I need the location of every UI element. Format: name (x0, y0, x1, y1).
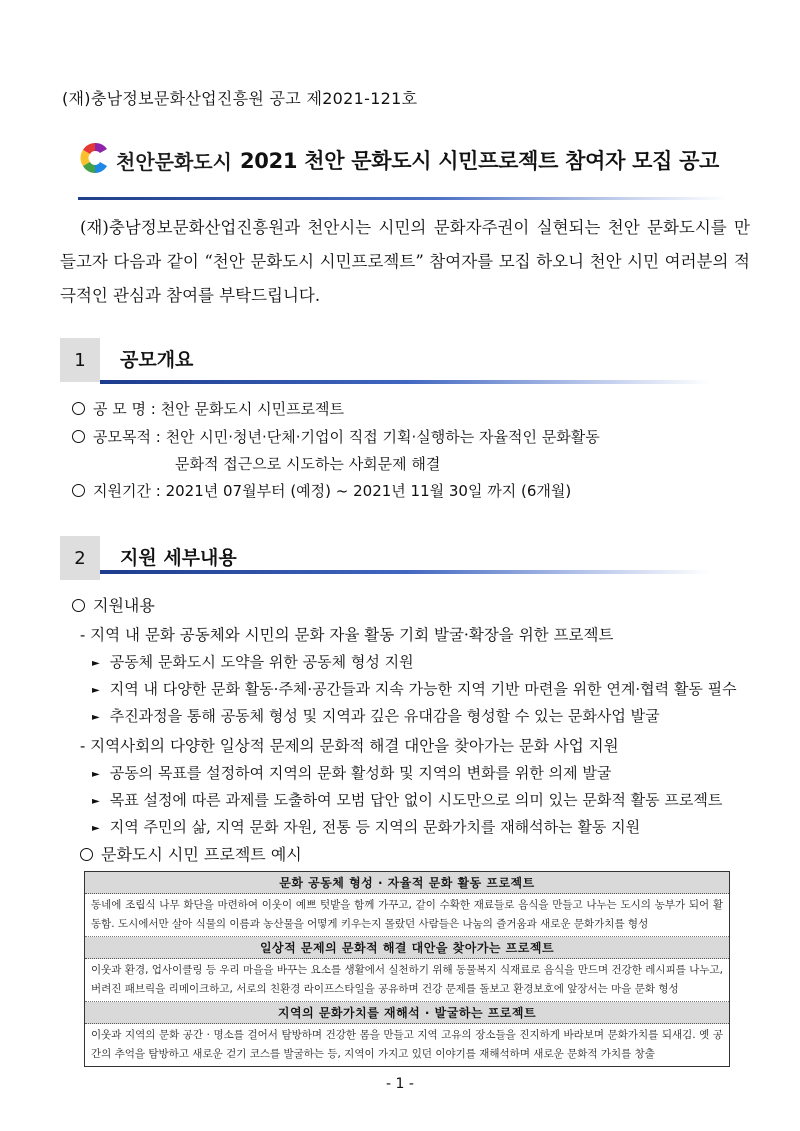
overview-item-period: 지원기간 : 2021년 07월부터 (예정) ~ 2021년 11월 30일 까지 (6개월) (72, 480, 571, 501)
examples-table (84, 871, 730, 1067)
section-2-title: 지원 세부내용 (120, 547, 237, 569)
group-1-title: - 지역 내 문화 공동체와 시민의 문화 자율 활동 기회 발굴·확장을 위한 프로젝트 (80, 626, 614, 644)
circle-bullet-icon (72, 402, 85, 415)
group-1-item: ► 공동체 문화도시 도약을 위한 공동체 형성 지원 (92, 653, 414, 671)
overview-item-purpose-line2: 문화적 접근으로 시도하는 사회문제 해결 (175, 455, 441, 473)
title-underline (78, 197, 728, 200)
example-title: 지역의 문화가치를 재해석 · 발굴하는 프로젝트 (85, 1002, 729, 1024)
overview-label: 지원기간 (93, 482, 151, 500)
overview-item-purpose: 공모목적 : 천안 시민·청년·단체·기업이 직접 기획·실행하는 자율적인 문화활동 (72, 426, 600, 447)
section-1-number-box: 1 (60, 338, 100, 382)
triangle-bullet-icon: ► (92, 823, 100, 834)
group-2-item: ► 지역 주민의 삶, 지역 문화 자원, 전통 등 지역의 문화가치를 재해석하는 활동 지원 (92, 818, 641, 836)
group-1-item: ► 지역 내 다양한 문화 활동·주체·공간들과 지속 가능한 지역 기반 마련을 위한 연계·협력 활동 필수 (92, 680, 737, 698)
group-2-item: ► 목표 설정에 따른 과제를 도출하여 모범 답안 없이 시도만으로 의미 있는 문화적 활동 프로젝트 (92, 791, 723, 809)
section-1-title: 공모개요 (120, 349, 194, 371)
section-2-number-box: 2 (60, 536, 100, 580)
document-title: 2021 천안 문화도시 시민프로젝트 참여자 모집 공고 (240, 149, 720, 173)
page-number: - 1 - (386, 1076, 414, 1092)
section-1-underline (100, 380, 710, 384)
overview-value: 천안 문화도시 시민프로젝트 (160, 400, 345, 418)
triangle-bullet-icon: ► (92, 658, 100, 669)
examples-heading: 문화도시 시민 프로젝트 예시 (80, 842, 302, 865)
example-title: 문화 공동체 형성 · 자율적 문화 활동 프로젝트 (85, 872, 729, 894)
example-description: 동네에 조립식 나무 화단을 마련하여 이웃이 예쁘 텃밭을 함께 가꾸고, 같이 수확한 재료들로 음식을 만들고 나누는 도시의 농부가 되어 활동함. 도시에서만 살아 식물의 이름과 농산물을 어떻게 키우는지 몰랐던 사람들은 나눔의 즐거움과 새로운 문화가치를 형성 (85, 894, 729, 937)
triangle-bullet-icon: ► (92, 712, 100, 723)
triangle-bullet-icon: ► (92, 685, 100, 696)
overview-value: 2021년 07월부터 (예정) ~ 2021년 11월 30일 까지 (6개월) (165, 482, 572, 500)
circle-bullet-icon (80, 848, 93, 861)
circle-bullet-icon (72, 599, 85, 612)
example-title: 일상적 문제의 문화적 해결 대안을 찾아가는 프로젝트 (85, 937, 729, 959)
overview-label: 공모목적 (93, 428, 151, 446)
overview-label: 공 모 명 (93, 400, 147, 418)
triangle-bullet-icon: ► (92, 769, 100, 780)
overview-value: 천안 시민·청년·단체·기업이 직접 기획·실행하는 자율적인 문화활동 (165, 428, 600, 446)
group-2-item: ► 공동의 목표를 설정하여 지역의 문화 활성화 및 지역의 변화를 위한 의제 발굴 (92, 764, 612, 782)
circle-bullet-icon (72, 484, 85, 497)
group-2-title: - 지역사회의 다양한 일상적 문제의 문화적 해결 대안을 찾아가는 문화 사업 지원 (80, 737, 619, 755)
cheonan-culture-city-logo-icon (78, 140, 112, 176)
overview-item-name: 공 모 명 : 천안 문화도시 시민프로젝트 (72, 398, 344, 419)
support-heading: 지원내용 (72, 593, 155, 616)
example-description: 이웃과 환경, 업사이클링 등 우리 마을을 바꾸는 요소를 생활에서 실천하기 위해 동물복지 식재료로 음식을 만드며 건강한 레시피를 나누고, 버려진 패브릭을 리메이크하고, 서로의 친환경 라이프스타일을 공유하며 건강 문제를 돌보고 환경보호에 앞장서는 마을 문화 형성 (85, 959, 729, 1002)
section-2-underline (100, 570, 710, 574)
example-description: 이웃과 지역의 문화 공간 · 명소를 걸어서 탐방하며 건강한 몸을 만들고 지역 고유의 장소들을 진지하게 바라보며 문화가치를 되새김. 옛 공간의 추억을 탐방하고 새로운 걷기 코스를 발굴하는 등, 지역이 가지고 있던 이야기를 재해석하며 새로운 문화적 가치를 창출 (91, 1029, 723, 1060)
document-header (78, 140, 738, 180)
group-1-item: ► 추진과정을 통해 공동체 형성 및 지역과 깊은 유대감을 형성할 수 있는 문화사업 발굴 (92, 707, 660, 725)
triangle-bullet-icon: ► (92, 796, 100, 807)
intro-paragraph: (재)충남정보문화산업진흥원과 천안시는 시민의 문화자주권이 실현되는 천안 문화도시를 만들고자 다음과 같이 “천안 문화도시 시민프로젝트” 참여자를 모집 하오니 천안 시민 여러분의 적극적인 관심과 참여를 부탁드립니다. (60, 218, 750, 305)
brand-name: 천안문화도시 (116, 150, 232, 174)
circle-bullet-icon (72, 430, 85, 443)
notice-number: (재)충남정보문화산업진흥원 공고 제2021-121호 (62, 89, 418, 108)
